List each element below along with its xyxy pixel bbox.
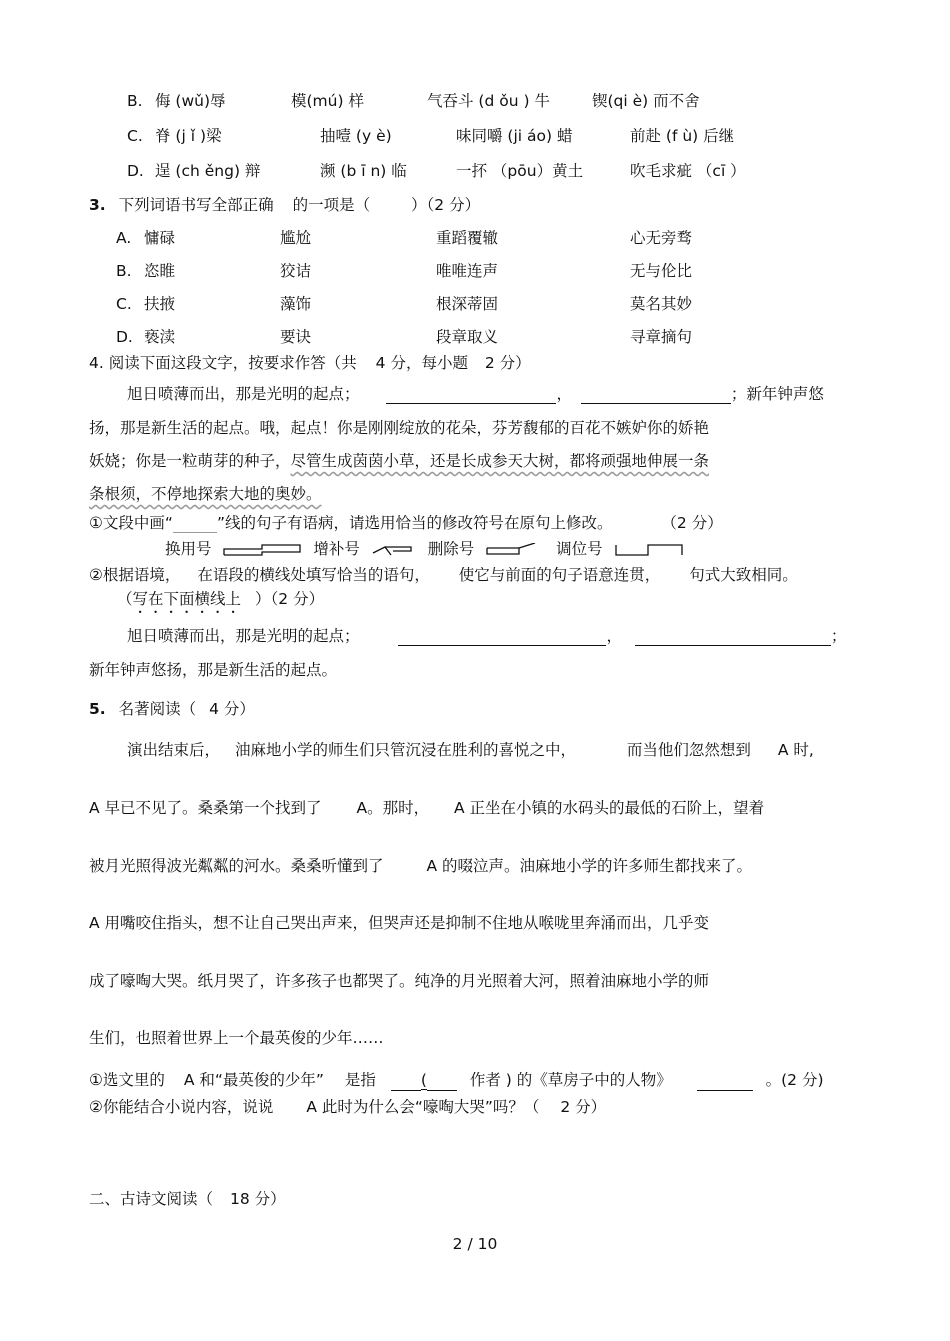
q4-symbols [165, 539, 692, 559]
q2-option-b-item-4: 锲(qi è) 而不舍 [592, 92, 700, 110]
q4-passage-line-1 [127, 384, 824, 404]
q3-option-c-label: C. [116, 295, 132, 313]
section-2-score: 18 分） [229, 1190, 286, 1208]
q4-title-text: 4. 阅读下面这段文字，按要求作答（共 [89, 354, 357, 372]
q2-option-d-label: D. [127, 162, 144, 180]
q3-stem-text: 下列词语书写全部正确 [118, 196, 274, 214]
q3-stem [89, 195, 480, 215]
q4-answer-start: 旭日喷薄而出，那是光明的起点； [127, 627, 360, 645]
q3-option-c-item-3: 根深蒂固 [436, 295, 499, 313]
q3-number: 3. [89, 196, 106, 214]
q3-option-b-item-3: 唯唯连声 [436, 262, 499, 280]
q4-wavy-sentence-2: 条根须，不停地探索大地的奥妙。 [89, 485, 322, 503]
q5-l1-a: 演出结束后， [127, 741, 221, 759]
swap-mark-icon [614, 543, 686, 557]
q5-l1-c: 而当他们忽然想到 [626, 741, 751, 759]
q2-option-b-item-2: 模(mú) 样 [291, 92, 364, 110]
q4-sub2-note [117, 589, 324, 617]
q4-answer-blank-1[interactable] [398, 629, 606, 646]
replace-mark-icon [222, 543, 302, 557]
q5-excerpt-line-2 [89, 798, 764, 818]
q5-excerpt-line-6: 生们，也照着世界上一个最英俊的少年…… [89, 1029, 384, 1047]
q4-sub2-note-close: ）（2 分） [255, 590, 325, 608]
q5-answer-blank-1[interactable] [391, 1074, 421, 1091]
q4-sub2 [89, 565, 798, 585]
q5-title-score: 4 分） [209, 700, 255, 718]
q5-sub2-a: ②你能结合小说内容，说说 [89, 1098, 274, 1116]
q2-option-d-item-2: 濒 (b ī n) 临 [320, 162, 407, 180]
q3-option-a-item-2: 尴尬 [280, 229, 312, 247]
q4-sub2-b: 在语段的横线处填写恰当的语句， [197, 566, 430, 584]
q3-option-c-item-2: 藻饰 [280, 295, 312, 313]
q3-option-c-item-4: 莫名其妙 [630, 295, 693, 313]
q4-sub2-d: 句式大致相同。 [689, 566, 798, 584]
q4-sub1-score: （2 分） [661, 514, 723, 532]
q5-title-text: 名著阅读（ [118, 700, 197, 718]
section-2-title-text: 二、古诗文阅读（ [89, 1190, 214, 1208]
q3-option-d-item-4: 寻章摘句 [630, 328, 693, 346]
q5-sub1-paren: ( [420, 1071, 427, 1089]
q4-sub2-note-open: （ [117, 590, 133, 608]
q3-option-d-item-2: 要诀 [280, 328, 312, 346]
q5-sub2 [89, 1097, 606, 1117]
insert-mark-icon [371, 543, 417, 557]
q4-answer-semicolon: ； [830, 627, 847, 645]
q5-number: 5. [89, 700, 106, 718]
q4-title [89, 353, 531, 373]
q3-option-a-item-4: 心无旁骛 [630, 229, 693, 247]
q3-option-b-item-2: 狡诘 [280, 262, 312, 280]
q4-passage-blank-2[interactable] [581, 387, 731, 404]
q4-passage-cont: ；新年钟声悠 [730, 385, 824, 403]
q5-title [89, 699, 255, 719]
sym-label-insert: 增补号 [313, 540, 360, 558]
q4-answer-line-1 [127, 626, 846, 646]
q4-title-score: 4 分，每小题 [375, 354, 468, 372]
q4-passage-line-3 [89, 451, 709, 471]
q2-option-c-item-3: 味同嚼 (ji áo) 蜡 [456, 127, 573, 145]
q4-sub2-c: 使它与前面的句子语意连贯， [458, 566, 661, 584]
q3-option-a-item-3: 重蹈覆辙 [436, 229, 499, 247]
q5-answer-blank-3[interactable] [697, 1074, 753, 1091]
q4-sub1-a: ①文段中画“ [89, 514, 173, 532]
q2-option-c-item-2: 抽噎 (y è) [320, 127, 392, 145]
q5-excerpt-line-1 [127, 740, 814, 760]
q3-option-a-item-1: 慵碌 [144, 229, 176, 247]
q3-option-a-label: A. [116, 229, 132, 247]
q3-option-c-item-1: 扶掖 [144, 295, 176, 313]
q4-sub2-a: ②根据语境， [89, 566, 181, 584]
q2-option-b-item-3: 气吞斗 (d ǒu ) 牛 [427, 92, 550, 110]
section-2-title [89, 1189, 286, 1209]
q4-answer-blank-2[interactable] [635, 629, 831, 646]
sym-label-delete: 删除号 [427, 540, 475, 558]
q4-passage-blank-1[interactable] [386, 387, 556, 404]
q3-option-b-item-4: 无与伦比 [630, 262, 693, 280]
q2-option-d-item-3: 一抔 （pōu）黄土 [456, 162, 584, 180]
q3-option-b-label: B. [116, 262, 132, 280]
q5-excerpt-line-5: 成了嚎啕大哭。纸月哭了，许多孩子也都哭了。纯净的月光照着大河，照着油麻地小学的师 [89, 972, 710, 990]
q2-option-b-label: B. [127, 92, 143, 110]
q4-sub2-note-emphasis: 写在下面横线上 [132, 590, 242, 608]
q4-passage-line-2: 扬，那是新生活的起点。哦，起点！你是刚刚绽放的花朵，芬芳馥郁的百花不嫉妒你的娇艳 [89, 419, 710, 437]
q5-l2-a: A 早已不见了。桑桑第一个找到了 [89, 799, 322, 817]
q5-sub2-score: 2 分） [560, 1098, 607, 1116]
q4-sub1 [89, 513, 723, 533]
q2-option-b-item-1 [155, 91, 226, 111]
q5-l1-b: 油麻地小学的师生们只管沉浸在胜利的喜悦之中， [234, 741, 576, 759]
q5-sub1-score: 。(2 分) [765, 1071, 824, 1089]
q4-passage-line-4 [89, 484, 322, 504]
q5-sub2-b: A 此时为什么会“嚎啕大哭”吗？（ [306, 1098, 540, 1116]
q4-answer-comma: ， [606, 627, 622, 645]
q4-wavy-sentence-1: 尽管生成茵茵小草，还是长成参天大树，都将顽强地伸展一条 [290, 452, 710, 470]
q5-answer-blank-2[interactable] [427, 1074, 457, 1091]
q2-option-d-item-4: 吹毛求疵 （cī ） [630, 162, 746, 180]
q4-passage-comma: ， [556, 385, 572, 403]
q2-option-c-item-4: 前赴 (f ù) 后继 [630, 127, 735, 145]
q5-l3-a: 被月光照得波光粼粼的河水。桑桑听懂到了 [89, 857, 384, 875]
q3-option-d-label: D. [116, 328, 133, 346]
q5-l2-b: A。那时， [356, 799, 430, 817]
q2-option-c-label: C. [127, 127, 143, 145]
q4-passage-start: 旭日喷薄而出，那是光明的起点； [127, 385, 360, 403]
sym-label-swap: 调位号 [556, 540, 603, 558]
q5-sub1-e: 作者 ) 的《草房子中的人物》 [469, 1071, 672, 1089]
q5-sub1-b: A 和“最英俊的少年” [183, 1071, 324, 1089]
q2-b1-text: 侮 (wǔ)辱 [155, 92, 226, 110]
q4-sub1-b: ”线的句子有语病，请选用恰当的修改符号在原句上修改。 [216, 514, 613, 532]
q5-l2-c: A 正坐在小镇的水码头的最低的石阶上，望着 [454, 799, 765, 817]
q4-title-sub: 2 分） [484, 354, 531, 372]
sym-label-replace: 换用号 [165, 540, 212, 558]
q5-l1-d: A 时, [777, 741, 814, 759]
q2-option-c-item-1: 脊 (j ǐ )梁 [155, 127, 222, 145]
q3-option-b-item-1: 恣睢 [144, 262, 176, 280]
q5-excerpt-line-4: A 用嘴咬住指头，想不让自己哭出声来，但哭声还是抑制不住地从喉咙里奔涌而出，几乎变 [89, 914, 710, 932]
q5-sub1 [89, 1070, 824, 1091]
q4-sub1-wavy-sample [173, 518, 217, 533]
q3-stem-text-2: 的一项是（ [292, 196, 371, 214]
q5-sub1-a: ①选文里的 [89, 1071, 165, 1089]
q5-l3-b: A 的啜泣声。油麻地小学的许多师生都找来了。 [426, 857, 752, 875]
q3-option-d-item-1: 亵渎 [144, 328, 176, 346]
q3-score: ）（2 分） [411, 196, 481, 214]
q5-sub1-c: 是指 [344, 1071, 376, 1089]
q5-excerpt-line-3 [89, 856, 752, 876]
q3-option-d-item-3: 段章取义 [436, 328, 499, 346]
page-number: 2 / 10 [452, 1235, 498, 1253]
q2-option-d-item-1: 逞 (ch ěng) 辩 [155, 162, 261, 180]
delete-mark-icon [485, 543, 545, 557]
q4-answer-line-2: 新年钟声悠扬，那是新生活的起点。 [89, 661, 338, 679]
q4-passage-line-3-a: 妖娆；你是一粒萌芽的种子， [89, 452, 291, 470]
